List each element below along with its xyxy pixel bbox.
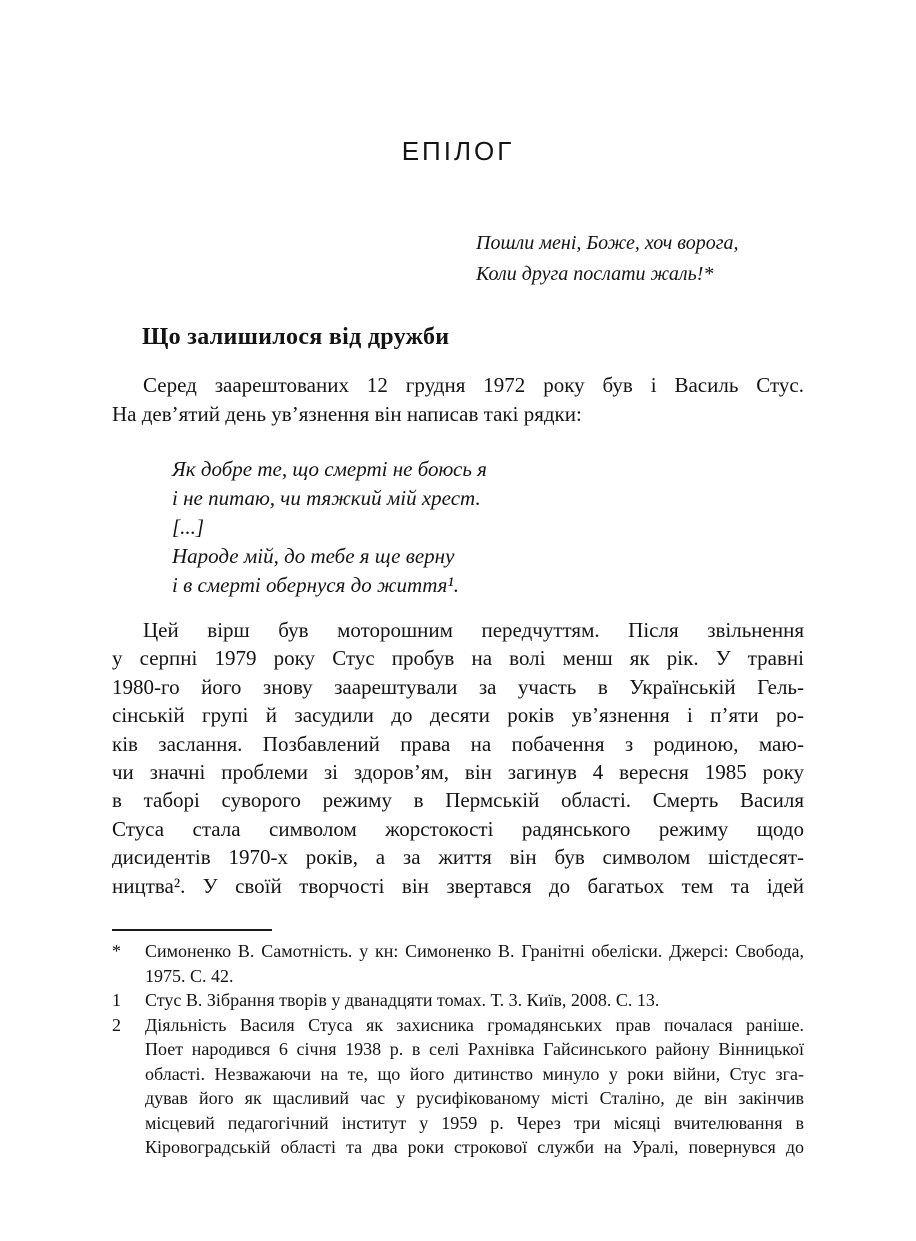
poem-line: і в смерті обернуся до життя¹. bbox=[172, 573, 459, 597]
footnote-line: місцевий педагогічний інститут у 1959 р. Через три місяці вчителювання в bbox=[145, 1112, 804, 1133]
footnote-line: Симоненко В. Самотність. у кн: Симоненко В. Гранітні обеліски. Джерсі: Свобода, bbox=[145, 941, 804, 961]
epigraph-line: Коли друга послати жаль!* bbox=[476, 263, 714, 285]
footnote-1 bbox=[112, 988, 804, 1013]
poem-line: і не питаю, чи тяжкий мій хрест. bbox=[172, 486, 481, 510]
text-line: дисидентів 1970-х років, а за життя він був символом шістдесят- bbox=[112, 845, 804, 870]
footnote-line: Кіровоградській області та два роки строкової служби на Уралі, повернувся до bbox=[145, 1137, 804, 1157]
footnote-2 bbox=[112, 1013, 804, 1160]
footnote-line: дував його як щасливий час у русифікованому місті Сталіно, де він закінчив bbox=[145, 1088, 804, 1108]
text-line: Стуса стала символом жорстокості радянського режиму щодо bbox=[112, 816, 804, 841]
text-line: ництва². У своїй творчості він звертався до багатьох тем та ідей bbox=[112, 873, 804, 898]
footnote-line: Стус В. Зібрання творів у дванадцяти томах. Т. 3. Київ, 2008. С. 13. bbox=[145, 990, 660, 1010]
text-line: 1980-го його знову заарештували за участь в Українській Гель- bbox=[112, 674, 804, 699]
footnote-marker: 2 bbox=[112, 1014, 121, 1035]
text-line: у серпні 1979 року Стус пробув на волі менш як рік. У травні bbox=[112, 646, 804, 671]
footnote-separator bbox=[112, 929, 272, 931]
footnote-marker: 1 bbox=[112, 990, 121, 1010]
paragraph-main bbox=[112, 616, 804, 900]
poem-quote bbox=[172, 455, 487, 600]
poem-line: Народе мій, до тебе я ще верну bbox=[172, 544, 455, 568]
epigraph-line: Пошли мені, Боже, хоч ворога, bbox=[476, 232, 739, 254]
section-heading: Що залишилося від дружби bbox=[142, 324, 450, 350]
text-line: Цей вірш був моторошним передчуттям. Після звільнення bbox=[143, 618, 804, 642]
paragraph-intro bbox=[112, 371, 804, 429]
footnote-asterisk bbox=[112, 939, 804, 988]
footnote-line: Поет народився 6 січня 1938 р. в селі Рахнівка Гайсинського району Вінницької bbox=[145, 1039, 804, 1059]
text-line: чи значні проблеми зі здоров’ям, він загинув 4 вересня 1985 року bbox=[112, 760, 804, 785]
footnote-line: Діяльність Василя Стуса як захисника громадянських прав почалася раніше. bbox=[145, 1014, 804, 1035]
footnote-marker: * bbox=[112, 941, 121, 961]
text-line: в таборі суворого режиму в Пермській області. Смерть Василя bbox=[112, 788, 804, 813]
chapter-title: ЕПІЛОГ bbox=[401, 136, 515, 166]
text-line: Серед заарештованих 12 грудня 1972 року був і Василь Стус. bbox=[143, 373, 804, 397]
text-line: сінській групі й засудили до десяти років ув’язнення і п’яти ро- bbox=[112, 703, 804, 728]
poem-line: [...] bbox=[172, 515, 205, 539]
epigraph bbox=[476, 228, 739, 290]
text-line: На дев’ятий день ув’язнення він написав такі рядки: bbox=[112, 402, 582, 426]
footnotes bbox=[112, 939, 804, 1160]
poem-line: Як добре те, що смерті не боюсь я bbox=[172, 457, 487, 481]
footnote-line: 1975. С. 42. bbox=[145, 965, 234, 986]
footnote-line: області. Незважаючи на те, що його дитинство минуло у роки війни, Стус зга- bbox=[145, 1063, 804, 1084]
text-line: ків заслання. Позбавлений права на побачення з родиною, маю- bbox=[112, 731, 804, 756]
